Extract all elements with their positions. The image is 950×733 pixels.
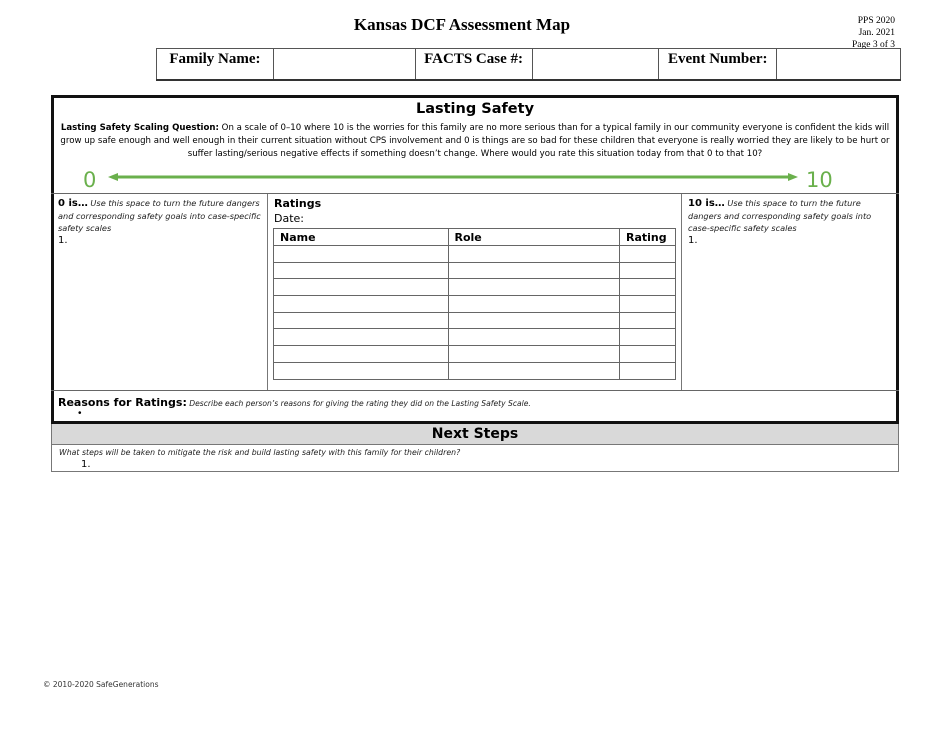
zero-is-label: 0 is… <box>58 198 88 209</box>
name-cell[interactable] <box>274 362 449 379</box>
facts-case-label: FACTS Case #: <box>415 49 532 80</box>
rating-cell[interactable] <box>619 246 675 263</box>
ratings-table <box>273 228 676 380</box>
role-cell[interactable] <box>448 346 619 363</box>
rating-cell[interactable] <box>619 279 675 296</box>
table-row <box>274 262 676 279</box>
rating-cell[interactable] <box>619 329 675 346</box>
lasting-safety-title: Lasting Safety <box>415 101 535 117</box>
column-header-role: Role <box>448 229 619 246</box>
rating-cell[interactable] <box>619 312 675 329</box>
form-code: PPS 2020 <box>857 16 895 26</box>
document-title: Kansas DCF Assessment Map <box>353 15 571 34</box>
rating-cell[interactable] <box>619 346 675 363</box>
double-arrow-icon <box>108 173 798 181</box>
role-cell[interactable] <box>448 312 619 329</box>
role-cell[interactable] <box>448 279 619 296</box>
role-cell[interactable] <box>448 262 619 279</box>
name-cell[interactable] <box>274 296 449 313</box>
name-cell[interactable] <box>274 346 449 363</box>
reasons-description: Describe each person’s reasons for giving the rating they did on the Lasting Safety Scale. <box>186 399 531 408</box>
family-name-label: Family Name: <box>157 49 274 80</box>
table-row <box>274 346 676 363</box>
reasons-title: Reasons for Ratings: <box>58 396 187 409</box>
scaling-question-text: On a scale of 0–10 where 10 is the worries for this family are no more serious than for a typical family in our community everyone is confident the kids will grow up safe enough and well enough in their current situation without CPS involvement and 0 is things are so bad for these children that everyone is really worried they are likely to be hurt or suffer lasting/serious negative effects if something doesn’t change. Where would you rate this situation today from that 0 to that 10? <box>60 123 890 159</box>
facts-case-field[interactable] <box>532 49 659 80</box>
column-header-rating: Rating <box>619 229 675 246</box>
family-name-field[interactable] <box>273 49 415 80</box>
role-cell[interactable] <box>448 246 619 263</box>
name-cell[interactable] <box>274 262 449 279</box>
copyright: © 2010-2020 SafeGenerations <box>43 680 159 689</box>
scale-max-label: 10 <box>806 168 833 192</box>
scaling-question-label: Lasting Safety Scaling Question: <box>60 123 219 133</box>
rating-cell[interactable] <box>619 262 675 279</box>
name-cell[interactable] <box>274 312 449 329</box>
role-cell[interactable] <box>448 329 619 346</box>
scaling-question <box>58 122 892 161</box>
role-cell[interactable] <box>448 296 619 313</box>
form-date: Jan. 2021 <box>858 28 895 38</box>
table-row <box>274 279 676 296</box>
ten-is-hint: Use this space to turn the future dangers and corresponding safety goals into case-specific safety scales <box>688 198 872 233</box>
next-steps-section <box>51 424 899 472</box>
column-header-name: Name <box>274 229 449 246</box>
event-number-field[interactable] <box>777 49 901 80</box>
ten-is-label: 10 is… <box>688 198 725 209</box>
reasons-bullet[interactable]: • <box>78 408 82 419</box>
name-cell[interactable] <box>274 279 449 296</box>
rating-cell[interactable] <box>619 362 675 379</box>
page-number: Page 3 of 3 <box>851 40 895 50</box>
ten-is-panel[interactable] <box>681 194 896 390</box>
ratings-date-label[interactable]: Date: <box>274 212 304 225</box>
rating-cell[interactable] <box>619 296 675 313</box>
table-row <box>274 246 676 263</box>
name-cell[interactable] <box>274 246 449 263</box>
document-meta <box>852 15 895 51</box>
event-number-label: Event Number: <box>659 49 777 80</box>
next-steps-question: What steps will be taken to mitigate the risk and build lasting safety with this family for their children? <box>59 448 461 457</box>
next-steps-title: Next Steps <box>52 424 898 445</box>
role-cell[interactable] <box>448 362 619 379</box>
zero-is-item[interactable]: 1. <box>58 235 68 246</box>
ratings-title: Ratings <box>274 197 322 210</box>
table-row <box>274 362 676 379</box>
table-row <box>274 296 676 313</box>
table-row <box>274 312 676 329</box>
case-header-table <box>156 48 901 81</box>
scale-columns <box>51 193 899 390</box>
reasons-for-ratings[interactable] <box>51 390 899 424</box>
zero-is-hint: Use this space to turn the future dangers and corresponding safety goals into case-specific safety scales <box>58 198 261 233</box>
scale-min-label: 0 <box>83 168 97 192</box>
ten-is-item[interactable]: 1. <box>688 235 698 246</box>
table-row <box>274 329 676 346</box>
zero-is-panel[interactable] <box>54 194 268 390</box>
name-cell[interactable] <box>274 329 449 346</box>
next-steps-item[interactable]: 1. <box>81 459 91 470</box>
